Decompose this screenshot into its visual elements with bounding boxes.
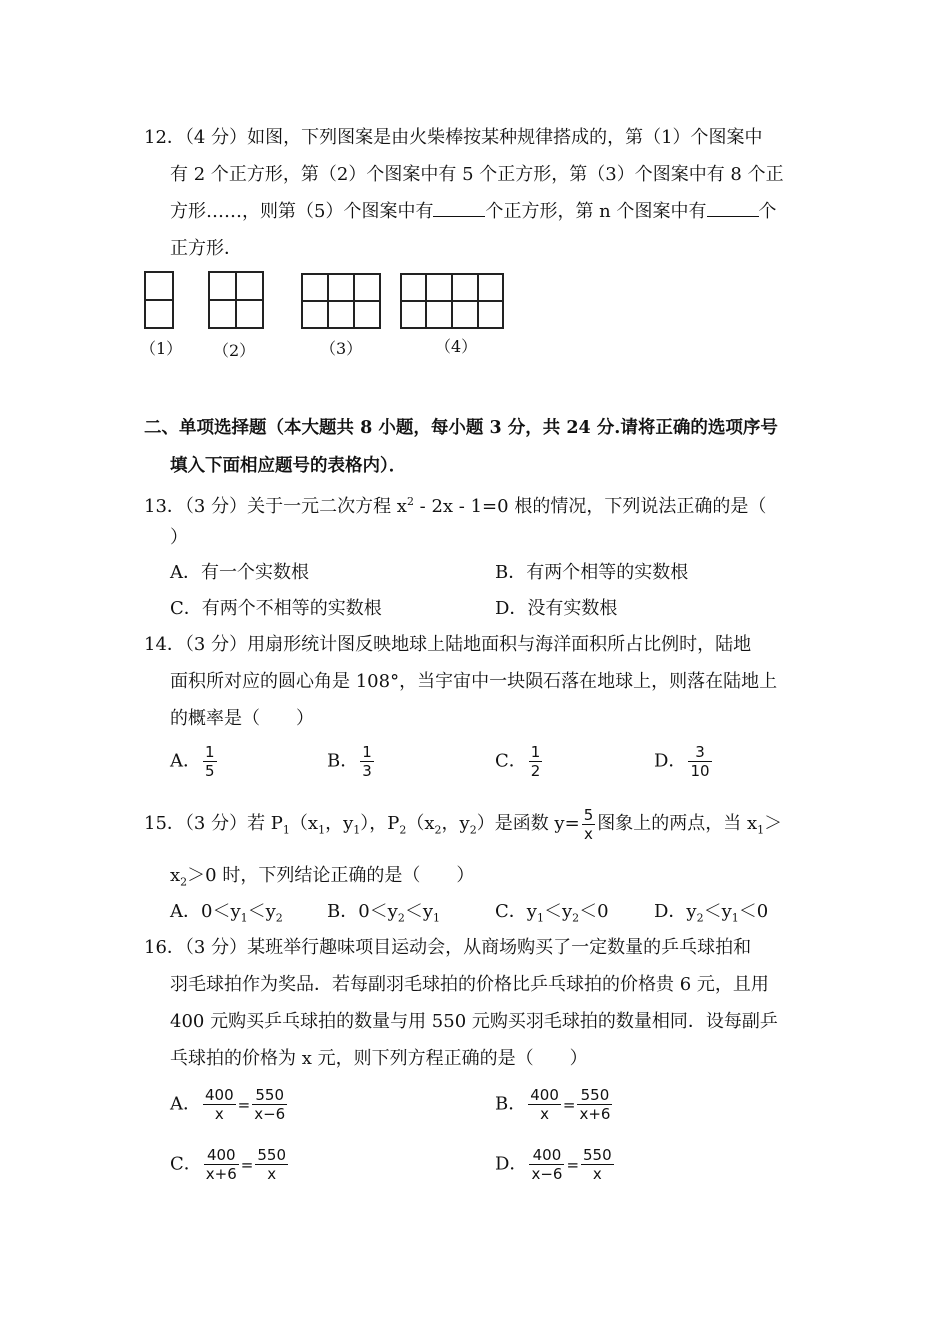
q14-option-d: D． $\frac{3}{10}$ — [654, 743, 710, 780]
q14-line1: 14．（3 分）用扇形统计图反映地球上陆地面积与海洋面积所占比例时，陆地 — [144, 634, 752, 655]
matchstick-figures — [140, 266, 520, 336]
q14-option-c: C． $\frac{1}{2}$ — [495, 743, 541, 780]
q14-line3: 的概率是（ ） — [170, 708, 314, 729]
q14-line2: 面积所对应的圆心角是 108°，当宇宙中一块陨石落在地球上，则落在陆地上 — [170, 671, 778, 692]
q16-line1: 16．（3 分）某班举行趣味项目运动会，从商场购买了一定数量的乒乓球拍和 — [144, 937, 752, 958]
q15-line1: 15．（3 分）若 $P_1(x_1$，$y_1$），$P_2(x_2$，$y_2$）是函数 y= $\frac{5}{x}$ 图象上的两点，当 $x_1>$ — [144, 805, 783, 843]
fraction: $\frac{1}{5}$ — [205, 743, 215, 780]
figure-label-4: （4） — [435, 337, 478, 356]
figure-2 — [209, 272, 263, 328]
answer-blank-1 — [433, 200, 485, 217]
q15-option-b: B．$0<y_2<y_1$ — [327, 901, 441, 925]
fraction: $\frac{3}{10}$ — [690, 743, 710, 780]
q16-line3: 400 元购买乒乓球拍的数量与用 550 元购买羽毛球拍的数量相同．设每副乒 — [170, 1011, 778, 1032]
figure-label-3: （3） — [320, 339, 363, 358]
q13-option-d: D．没有实数根 — [495, 598, 618, 619]
q13-line2: ） — [170, 527, 188, 548]
q14-option-b: B． $\frac{1}{3}$ — [327, 743, 372, 780]
figure-3 — [302, 274, 380, 328]
answer-blank-2 — [707, 200, 759, 217]
figure-4 — [401, 274, 503, 328]
q15-option-a: A．$0<y_1<y_2$ — [170, 901, 283, 925]
q16-option-a: A． $\frac{400}{x}$ = $\frac{550}{x-6}$ — [170, 1086, 286, 1123]
q15-line2: $x_2>0$ 时，下列结论正确的是（ ） — [170, 865, 475, 889]
q15-option-c: C．$y_1<y_2<0$ — [495, 901, 609, 925]
figure-label-1: （1） — [140, 339, 183, 358]
fraction: $\frac{5}{x}$ — [583, 805, 594, 843]
q12-line3: 方形……，则第（5）个图案中有 个正方形，第 n 个图案中有 个 — [170, 201, 777, 222]
fraction: $\frac{1}{3}$ — [362, 743, 372, 780]
q12-line1: 12．（4 分）如图，下列图案是由火柴棒按某种规律搭成的，第（1）个图案中 — [144, 127, 763, 148]
q16-line4: 乓球拍的价格为 x 元，则下列方程正确的是（ ） — [170, 1048, 588, 1069]
q12-line4: 正方形． — [170, 238, 242, 259]
section2-heading-line2: 填入下面相应题号的表格内）． — [170, 456, 407, 476]
figure-1 — [145, 272, 173, 328]
q15-option-d: D．$y_2<y_1<0$ — [654, 901, 769, 925]
q13-line1: 13．（3 分）关于一元二次方程 $x^2 - 2x - 1=0$ 根的情况，下列说法正确的是（ — [144, 495, 767, 517]
section2-heading-line1: 二、单项选择题（本大题共 8 小题，每小题 3 分，共 24 分.请将正确的选项序号 — [144, 418, 778, 438]
q16-line2: 羽毛球拍作为奖品．若每副羽毛球拍的价格比乒乓球拍的价格贵 6 元，且用 — [170, 974, 769, 995]
q14-option-a: A． $\frac{1}{5}$ — [170, 743, 215, 780]
q13-option-a: A．有一个实数根 — [170, 562, 309, 583]
q13-option-b: B．有两个相等的实数根 — [495, 562, 689, 583]
q12-line2: 有 2 个正方形，第（2）个图案中有 5 个正方形，第（3）个图案中有 8 个正 — [170, 164, 784, 185]
figure-label-2: （2） — [213, 341, 256, 360]
q16-option-c: C． $\frac{400}{x+6}$ = $\frac{550}{x}$ — [170, 1146, 286, 1183]
q16-option-b: B． $\frac{400}{x}$ = $\frac{550}{x+6}$ — [495, 1086, 611, 1123]
fraction: $\frac{1}{2}$ — [530, 743, 541, 780]
q13-option-c: C．有两个不相等的实数根 — [170, 598, 382, 619]
q16-option-d: D． $\frac{400}{x-6}$ = $\frac{550}{x}$ — [495, 1146, 612, 1183]
